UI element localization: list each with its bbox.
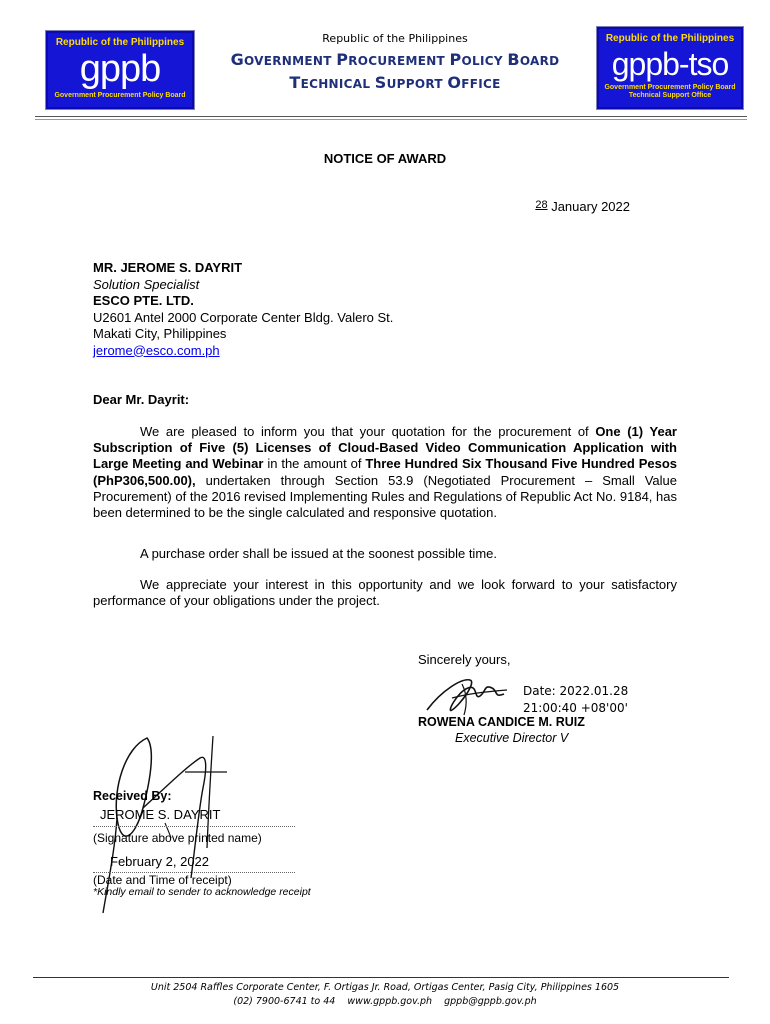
header-initial: P: [336, 50, 349, 69]
header-office-name: [200, 73, 590, 92]
signatory-name: ROWENA CANDICE M. RUIZ: [418, 715, 585, 729]
header-word: ECHNICAL: [300, 77, 375, 91]
header-divider: [35, 116, 747, 117]
logo-office-text: Technical Support Office: [628, 92, 712, 99]
gppb-tso-logo: [596, 26, 744, 110]
signature-caption: (Signature above printed name): [93, 831, 262, 845]
header-word: OVERNMENT: [244, 54, 337, 68]
date-month-year: January 2022: [547, 199, 630, 214]
date-day: 28: [535, 199, 548, 211]
logo-mark: gppb: [79, 48, 161, 90]
award-text: undertaken through Section 53.9 (Negotiated Procurement – Small Value Procurement) of the 2016 revised Implementing Rules and Regulations of Republic Act No. 9184, has been determined to be the single calculated and responsive quotation.: [93, 472, 677, 521]
logo-republic-text: Republic of the Philippines: [55, 37, 185, 48]
recipient-name: MR. JEROME S. DAYRIT: [93, 260, 243, 275]
closing: Sincerely yours,: [418, 652, 511, 667]
date-caption: (Date and Time of receipt): [93, 873, 232, 887]
digital-signature-stamp: [523, 683, 628, 717]
received-by-label: Received By:: [93, 789, 172, 803]
gppb-logo: [45, 30, 195, 110]
logo-republic-text: Republic of the Philippines: [605, 33, 735, 44]
digital-signature-time: 21:00:40 +08'00': [523, 701, 628, 715]
header-initial: B: [507, 50, 520, 69]
appreciation-paragraph: We appreciate your interest in this opportunity and we look forward to your satisfactory performance of your obligations under the project.: [93, 577, 677, 609]
logo-mark: gppb-tso: [611, 46, 729, 82]
signatory-title: Executive Director V: [455, 731, 569, 745]
award-paragraph: [93, 424, 677, 521]
header-initial: T: [289, 73, 301, 92]
salutation: Dear Mr. Dayrit:: [93, 392, 190, 407]
award-text-bold: One (1) Year Subscription of Five (5) Licenses of Cloud-Based Video Communication Application with Large Meeting and Webinar: [93, 424, 677, 472]
header-word: OLICY: [461, 54, 508, 68]
header-republic: Republic of the Philippines: [322, 32, 468, 45]
digital-signature-date: Date: 2022.01.28: [523, 684, 629, 698]
recipient-company: ESCO PTE. LTD.: [93, 293, 194, 308]
receipt-date: February 2, 2022: [110, 854, 210, 869]
header-initial: P: [449, 50, 462, 69]
header-divider: [35, 119, 747, 120]
director-signature: [422, 670, 512, 720]
recipient-address-line2: Makati City, Philippines: [93, 326, 227, 341]
award-text: in the amount of: [263, 456, 366, 472]
recipient-email-link[interactable]: jerome@esco.com.ph: [93, 342, 220, 358]
header-agency-name: [200, 50, 590, 69]
footer-divider: [33, 977, 729, 978]
acknowledge-note: *Kindly email to sender to acknowledge receipt: [93, 886, 311, 898]
header-word: OARD: [519, 54, 560, 68]
award-text-bold: Three Hundred Six Thousand Five Hundred Pesos (PhP306,500.00),: [93, 456, 678, 488]
header-initial: O: [447, 73, 462, 92]
header-word: UPPORT: [386, 77, 448, 91]
recipient-address-line1: U2601 Antel 2000 Corporate Center Bldg. Valero St.: [93, 309, 394, 325]
footer-address: Unit 2504 Raffles Corporate Center, F. Ortigas Jr. Road, Ortigas Center, Pasig City, Philippines 1605: [150, 982, 620, 993]
header-initial: S: [374, 73, 387, 92]
header-word: ROCUREMENT: [348, 54, 450, 68]
letter-date: [450, 199, 630, 214]
receiver-printed-name: JEROME S. DAYRIT: [100, 807, 221, 822]
recipient-position: Solution Specialist: [93, 276, 200, 292]
document-title: NOTICE OF AWARD: [323, 151, 447, 166]
header-initial: G: [230, 50, 244, 69]
signature-line: [93, 826, 295, 827]
recipient-block: [93, 260, 393, 359]
logo-board-text: Government Procurement Policy Board: [54, 92, 186, 99]
footer-contact: (02) 7900-6741 to 44 www.gppb.gov.ph gppb@gppb.gov.ph: [233, 996, 537, 1007]
header-word: FFICE: [461, 77, 501, 91]
logo-board-text: Government Procurement Policy Board: [604, 84, 736, 91]
purchase-order-paragraph: A purchase order shall be issued at the soonest possible time.: [140, 546, 497, 561]
award-text: We are pleased to inform you that your quotation for the procurement of: [140, 424, 596, 439]
